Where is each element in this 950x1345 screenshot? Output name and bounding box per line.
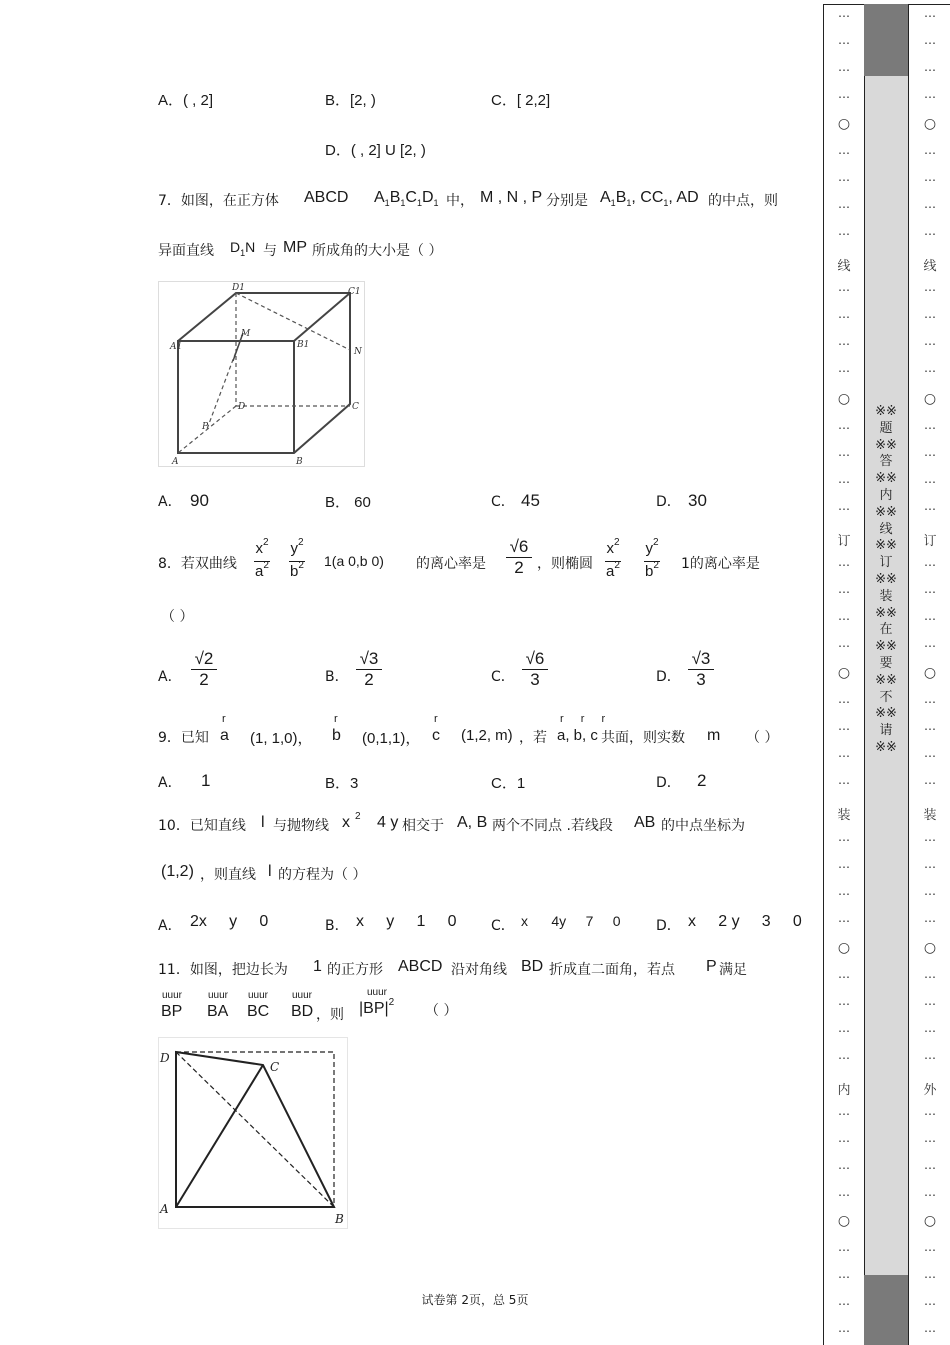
q8-lixinlv: 的离心率是 [416,556,486,572]
dots: … [838,1104,850,1118]
dots: … [838,197,850,211]
q9-arrow-a: r [222,713,226,725]
dots: … [924,197,936,211]
dots: … [924,1131,936,1145]
q9-stem-intro: 9．已知 [158,730,209,746]
q10-option-a-value: 2x y 0 [190,913,269,930]
dots: … [838,692,850,706]
q11-point-p: P [706,958,717,975]
q11-answer-paren: （ ） [425,1003,458,1019]
q10-midpoint: (1,2) [161,863,194,880]
dots: … [838,746,850,760]
dots: … [838,967,850,981]
q7-cube-name: ABCD [304,189,349,206]
q8-option-c-label: C． [491,669,515,685]
dots: … [924,636,936,650]
dots: … [924,773,936,787]
q8-option-d-label: D． [656,669,681,685]
seal-label-nei: 内 [837,1083,851,1098]
q9-option-d-label: D． [656,775,681,791]
q8-option-d-value: √3 3 [688,650,714,689]
dots: … [838,1294,850,1308]
q8-option-b-value: √3 2 [356,650,382,689]
q7-option-b: B． 60 [325,494,371,511]
dots: … [838,857,850,871]
q9-vector-c: c [432,727,440,744]
dots: … [924,87,936,101]
circle-mark: ○ [923,940,937,956]
dots: … [924,830,936,844]
dots: … [838,1185,850,1199]
square-label-b: B [335,1212,344,1226]
q10-xiangjiao: 相交于 [402,818,444,834]
circle-mark: ○ [837,116,851,132]
q11-duijiaoxian: 沿对角线 [451,962,507,978]
dots: … [838,307,850,321]
seal-label-zhuang: 装 [923,808,937,823]
dots: … [924,1104,936,1118]
q9-vectors-abc: a, b, c [557,727,598,744]
seal-label-ding: 订 [837,534,851,549]
q8-eccentricity: √6 2 [506,538,532,577]
q11-diagonal-bd: BD [521,958,544,975]
dots: … [924,418,936,432]
q9-m: m [707,727,721,744]
dots: … [924,499,936,513]
dots: … [924,994,936,1008]
cube-label-p: P [202,422,209,432]
q11-vector-ba: BA [207,1003,229,1020]
q7-option-a-value: 90 [190,491,209,510]
square-label-d: D [160,1051,170,1065]
q11-arrow-ba: uuur [208,990,229,1001]
q6-option-c: C．[ 2,2] [491,92,551,109]
dots: … [838,773,850,787]
q7-d1n: $D_1N$ [230,239,256,258]
q7-question-tail: 所成角的大小是（ ） [312,243,443,259]
q9-option-b: B．3 [325,775,359,792]
dots: … [924,1267,936,1281]
q7-option-a-label: A． [158,494,182,510]
q8-tuoyuan: ，则椭圆 [537,556,593,572]
q10-points-ab: A, B [457,814,488,831]
circle-mark: ○ [923,665,937,681]
dots: … [924,857,936,871]
q9-vector-b-value: (0,1,1)， [362,730,421,747]
q10-line-l: l [261,814,265,831]
dots: … [838,609,850,623]
q9-arrow-b: r [334,713,338,725]
q7-option-d-label: D． [656,494,681,510]
dots: … [924,884,936,898]
dots: … [924,170,936,184]
q8-answer-paren: （ ） [161,609,194,625]
dots: … [838,1131,850,1145]
dots: … [924,307,936,321]
q11-manzu: 满足 [719,962,747,978]
strip-divider-right [908,4,909,1345]
q9-vector-c-value: (1,2, m) [461,727,513,744]
q9-answer-paren: （ ） [746,730,779,746]
q11-side-length: 1 [313,958,322,975]
dots: … [924,6,936,20]
dots: … [924,334,936,348]
cube-label-m: M [241,329,251,339]
q11-arrow-bc: uuur [248,990,269,1001]
dots: … [924,582,936,596]
dots: … [838,361,850,375]
q10-parabola-rhs: 4 y [377,814,399,831]
dots: … [924,1185,936,1199]
q7-midpoints: $A_1B_1$, $CC_1$, AD [600,189,699,208]
dots: … [924,1021,936,1035]
dots: … [924,746,936,760]
q8-tail: 1的离心率是 [681,556,760,572]
circle-mark: ○ [837,1213,851,1229]
dots: … [838,60,850,74]
dots: … [924,1294,936,1308]
dots: … [924,719,936,733]
cube-label-b1: B1 [297,340,310,350]
q7-yu: 与 [263,243,277,259]
dots: … [838,445,850,459]
dots: … [838,280,850,294]
q10-question-tail: 的方程为（ ） [278,867,367,883]
dots: … [924,472,936,486]
q10-paowuxian: 与抛物线 [273,818,329,834]
q11-zhecheng: 折成直二面角，若点 [549,962,675,978]
cube-label-a: A [172,457,179,467]
q8-condition: 1(a 0,b 0) [324,553,384,569]
dots: … [838,636,850,650]
q11-square-name: ABCD [398,958,443,975]
dots: … [838,1158,850,1172]
q7-zhongdian: 的中点，则 [708,193,778,209]
q9-vector-a: a [220,727,229,744]
q7-mp: MP [283,239,307,256]
cube-figure [158,281,365,467]
binding-notice: ※※题※※答※※内※※线※※订※※装※※在※※要※※不※※请※※ [875,404,897,755]
dots: … [838,911,850,925]
dots: … [838,499,850,513]
q8-ellipse-y2-over-b2: $y^2$ $b^2$ [645,537,659,580]
dots: … [924,1158,936,1172]
q7-points: M , N , P [480,189,543,206]
dots: … [924,60,936,74]
dots: … [838,1021,850,1035]
dots: … [838,418,850,432]
q10-option-b-label: B． [325,918,349,934]
circle-mark: ○ [923,116,937,132]
q11-arrow-abs: uuur [367,987,388,998]
dots: … [924,1048,936,1062]
dots: … [838,830,850,844]
q10-option-c-value: x 4y 7 0 [521,913,621,929]
strip-divider-left [864,4,865,1345]
q8-option-b-label: B． [325,669,349,685]
cube-label-c1: C1 [348,287,361,297]
dots: … [838,143,850,157]
seal-label-xian: 线 [923,259,937,274]
cube-label-d: D [238,402,246,412]
dots: … [838,224,850,238]
q8-y2-over-b2: $y^2$ $b^2$ [290,537,304,580]
dots: … [924,143,936,157]
dots: … [924,692,936,706]
circle-mark: ○ [837,940,851,956]
q11-arrow-bd: uuur [292,990,313,1001]
dots: … [838,334,850,348]
q11-stem-intro: 11．如图，把边长为 [158,962,288,978]
q7-option-d-value: 30 [688,491,707,510]
dots: … [838,719,850,733]
q10-option-d-label: D． [656,918,681,934]
q9-arrow-c: r [434,713,438,725]
dots: … [838,884,850,898]
q10-option-d-value: x 2 y 3 0 [688,913,802,930]
q6-option-b: B．[2, ) [325,92,376,109]
q8-x2-over-a2: $x^2$ $a^2$ [255,537,269,580]
q7-face-name: $A_1B_1C_1D_1$ [374,189,439,208]
q8-ellipse-x2-over-a2: $x^2$ $a^2$ [606,537,620,580]
q11-abs-bp: $|BP|^2$ [359,997,395,1017]
q9-vector-b: b [332,727,341,744]
q9-option-d-value: 2 [697,771,707,790]
q8-option-a-label: A． [158,669,182,685]
strip-dark-top [864,4,908,76]
dots: … [838,994,850,1008]
q7-option-c-value: 45 [521,491,540,510]
q6-option-a: A．( , 2] [158,92,214,109]
q10-option-b-value: x y 1 0 [356,913,457,930]
page-footer: 试卷第 2页，总 5页 [421,1293,529,1307]
q8-option-a-value: √2 2 [191,650,217,689]
dots: … [838,582,850,596]
square-label-c: C [270,1060,280,1074]
q9-option-a-label: A． [158,775,182,791]
dots: … [838,1267,850,1281]
dots: … [838,1240,850,1254]
dots: … [924,609,936,623]
q10-xianduan: 两个不同点 .若线段 [492,818,613,834]
q6-option-d: D．( , 2] U [2, ) [325,142,426,159]
q10-line-l-2: l [268,863,272,880]
q11-vector-bp: BP [161,1003,183,1020]
dots: … [924,967,936,981]
seal-label-zhuang: 装 [837,808,851,823]
seal-label-wai: 外 [923,1083,937,1098]
q11-zhengfangxing: 的正方形 [327,962,383,978]
q10-zhongdian: 的中点坐标为 [661,818,745,834]
dots: … [838,33,850,47]
q9-option-c: C．1 [491,775,526,792]
dots: … [924,280,936,294]
q7-zhong: 中， [446,193,474,209]
q8-option-c-value: √6 3 [522,650,548,689]
q7-fenbie: 分别是 [546,193,588,209]
dots: … [924,911,936,925]
q8-stem-intro: 8．若双曲线 [158,556,237,572]
dots: … [924,1240,936,1254]
dots: … [838,170,850,184]
square-label-a: A [160,1202,169,1216]
dots: … [924,445,936,459]
q7-yimian: 异面直线 [158,243,214,259]
dots: … [838,1321,850,1335]
cube-label-c: C [352,402,359,412]
dots: … [838,555,850,569]
cube-label-b: B [296,457,303,467]
q9-option-a-value: 1 [201,771,211,790]
circle-mark: ○ [837,665,851,681]
q10-parabola: x $^2$ [342,811,361,831]
q9-vector-a-value: (1, 1,0)， [250,730,313,747]
circle-mark: ○ [837,391,851,407]
circle-mark: ○ [923,1213,937,1229]
dots: … [838,472,850,486]
q11-arrow-bp: uuur [162,990,183,1001]
q11-vector-bc: BC [247,1003,270,1020]
q10-segment-ab: AB [634,814,656,831]
q10-stem-intro: 10．已知直线 [158,818,246,834]
q11-then: ，则 [316,1007,344,1023]
cube-label-d1: D1 [232,283,245,293]
strip-dark-bottom [864,1275,908,1345]
q9-ruo: ，若 [519,730,547,746]
dots: … [838,6,850,20]
dots: … [838,87,850,101]
dots: … [924,555,936,569]
dots: … [924,1321,936,1335]
seal-label-ding: 订 [923,534,937,549]
cube-label-a1: A1 [170,342,183,352]
cube-label-n: N [354,347,362,357]
q11-vector-bd: BD [291,1003,314,1020]
q10-option-c-label: C． [491,918,515,934]
q10-option-a-label: A． [158,918,182,934]
q10-ze: ，则直线 [200,867,256,883]
q9-gongmian: 共面，则实数 [601,730,685,746]
dots: … [924,33,936,47]
q9-arrows-abc: r r r [560,713,613,725]
q7-option-c-label: C． [491,494,515,510]
circle-mark: ○ [923,391,937,407]
seal-label-xian: 线 [837,259,851,274]
folded-square-figure [158,1037,348,1229]
dots: … [924,224,936,238]
q7-stem-intro: 7．如图，在正方体 [158,193,279,209]
dots: … [924,361,936,375]
dots: … [838,1048,850,1062]
